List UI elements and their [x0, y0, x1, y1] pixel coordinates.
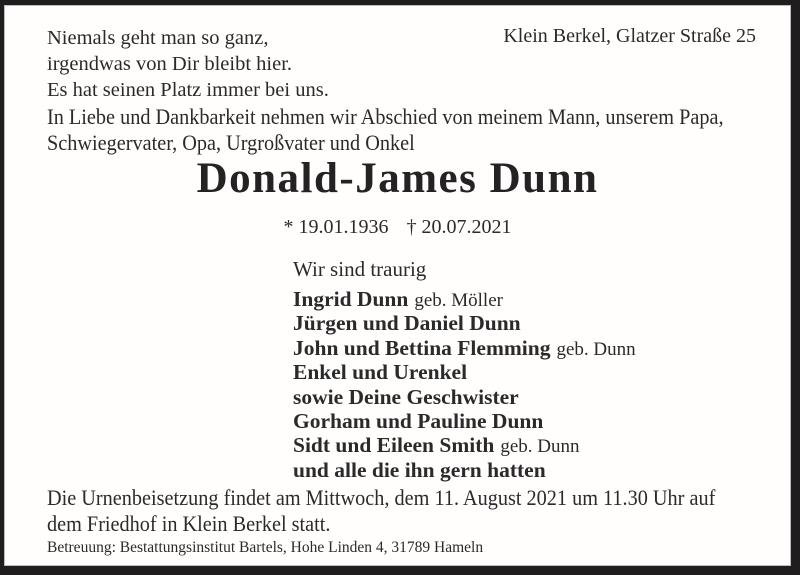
mourners-list — [293, 287, 636, 482]
notice-paper — [4, 5, 791, 566]
mourner-row: Jürgen und Daniel Dunn — [293, 311, 521, 336]
mourner-row: Sidt und Eileen Smith geb. Dunn — [293, 433, 580, 458]
mourner-row: und alle die ihn gern hatten — [293, 457, 546, 482]
intro-paragraph — [47, 104, 799, 156]
epigraph-line-1: Niemals geht man so ganz, — [47, 27, 269, 49]
birth-symbol: * — [283, 216, 294, 238]
birth-date-value: 19.01.1936 — [298, 216, 389, 238]
death-cross-symbol: † — [406, 216, 417, 238]
epigraph — [47, 25, 329, 103]
epigraph-line-3: Es hat seinen Platz immer bei uns. — [47, 79, 329, 101]
death-date — [407, 216, 512, 238]
birth-date — [284, 216, 389, 238]
intro-line-2: Schwiegervater, Opa, Urgroßvater und Onkel — [47, 130, 415, 155]
location-line: Klein Berkel, Glatzer Straße 25 — [503, 25, 756, 47]
mourner-row: Enkel und Urenkel — [293, 360, 468, 385]
deceased-name: Donald-James Dunn — [196, 155, 599, 202]
mourner-row: Ingrid Dunn geb. Möller — [293, 287, 503, 311]
mourning-lead: Wir sind traurig — [293, 257, 427, 281]
funeral-line-1: Die Urnenbeisetzung findet am Mittwoch, dem 11. August 2021 um 11.30 Uhr auf — [47, 485, 716, 510]
funeral-details — [47, 485, 790, 537]
mourner-row: John und Bettina Flemming geb. Dunn — [293, 335, 636, 360]
epigraph-line-2: irgendwas von Dir bleibt hier. — [47, 53, 293, 75]
death-date-value: 20.07.2021 — [421, 216, 512, 238]
mourner-row: sowie Deine Geschwister — [293, 384, 519, 409]
funeral-line-2: dem Friedhof in Klein Berkel statt. — [47, 511, 331, 536]
funeral-home-line: Betreuung: Bestattungsinstitut Bartels, Hohe Linden 4, 31789 Hameln — [47, 539, 484, 556]
mourner-row: Gorham und Pauline Dunn — [293, 408, 544, 433]
life-dates — [5, 216, 790, 239]
intro-line-1: In Liebe und Dankbarkeit nehmen wir Abschied von meinem Mann, unserem Papa, — [47, 104, 724, 129]
